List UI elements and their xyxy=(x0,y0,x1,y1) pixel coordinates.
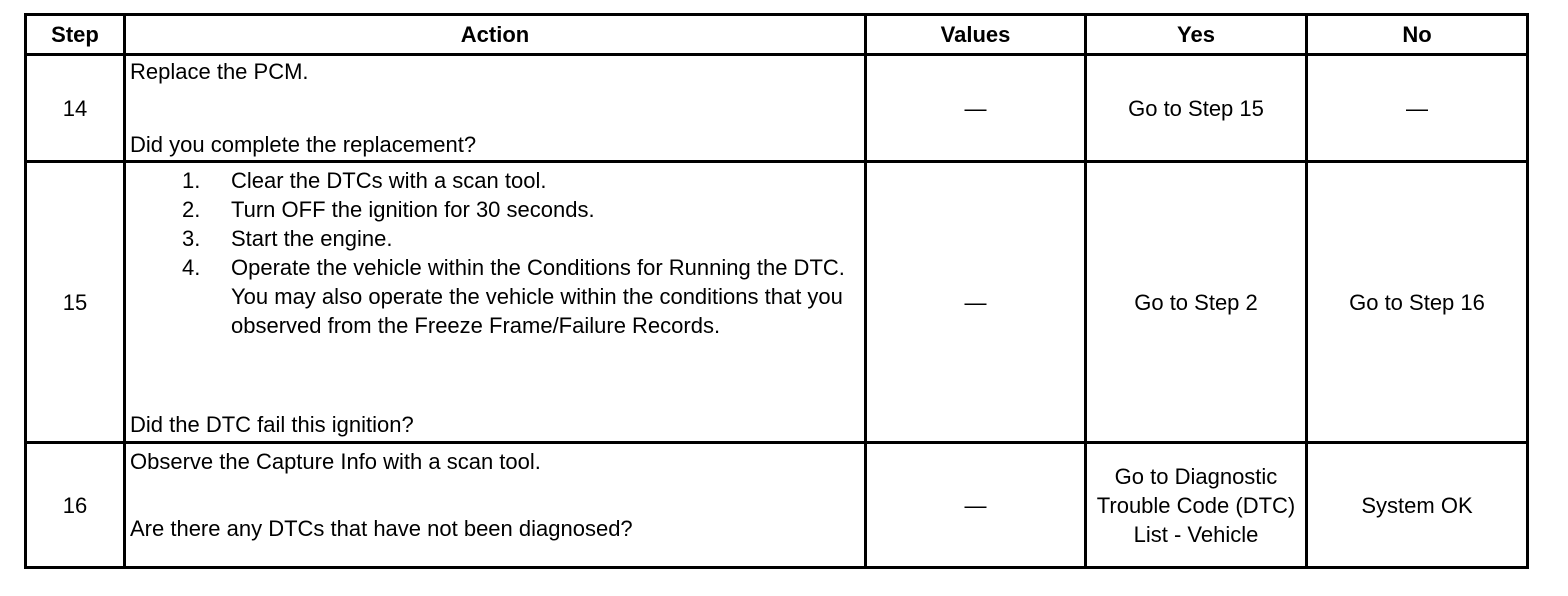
action-text: Observe the Capture Info with a scan tool. xyxy=(130,448,541,474)
yes-cell: Go to Diagnostic Trouble Code (DTC) List - Vehicle xyxy=(1086,443,1307,568)
step-number: 14 xyxy=(26,55,125,162)
header-action: Action xyxy=(125,15,866,55)
no-cell: — xyxy=(1307,55,1528,162)
step-number: 15 xyxy=(26,162,125,443)
values-cell: — xyxy=(866,162,1086,443)
action-text: Replace the PCM. xyxy=(130,59,309,84)
list-item: 2. Turn OFF the ignition for 30 seconds. xyxy=(182,196,595,222)
action-question: Did the DTC fail this ignition? xyxy=(130,411,414,437)
no-cell: System OK xyxy=(1307,443,1528,568)
yes-cell: Go to Step 15 xyxy=(1086,55,1307,162)
action-cell xyxy=(125,443,866,568)
no-cell: Go to Step 16 xyxy=(1307,162,1528,443)
list-item: 1. Clear the DTCs with a scan tool. xyxy=(182,167,547,193)
values-cell: — xyxy=(866,55,1086,162)
table-row xyxy=(26,162,1528,443)
header-row xyxy=(26,15,1528,55)
action-cell xyxy=(125,162,866,443)
substep-list xyxy=(130,166,860,340)
step-number: 16 xyxy=(26,443,125,568)
table-row xyxy=(26,443,1528,568)
list-item: 4. Operate the vehicle within the Conditions for Running the DTC. You may also operate the vehicle within the conditions that you observed from the Freeze Frame/Failure Records. xyxy=(182,254,845,338)
header-no: No xyxy=(1307,15,1528,55)
header-yes: Yes xyxy=(1086,15,1307,55)
yes-cell: Go to Step 2 xyxy=(1086,162,1307,443)
list-item: 3. Start the engine. xyxy=(182,225,393,251)
action-cell xyxy=(125,55,866,162)
action-question: Did you complete the replacement? xyxy=(130,132,477,157)
table-row xyxy=(26,55,1528,162)
action-question: Are there any DTCs that have not been diagnosed? xyxy=(130,515,633,541)
header-values: Values xyxy=(866,15,1086,55)
values-cell: — xyxy=(866,443,1086,568)
diagnostic-table xyxy=(24,13,1529,569)
header-step: Step xyxy=(26,15,125,55)
